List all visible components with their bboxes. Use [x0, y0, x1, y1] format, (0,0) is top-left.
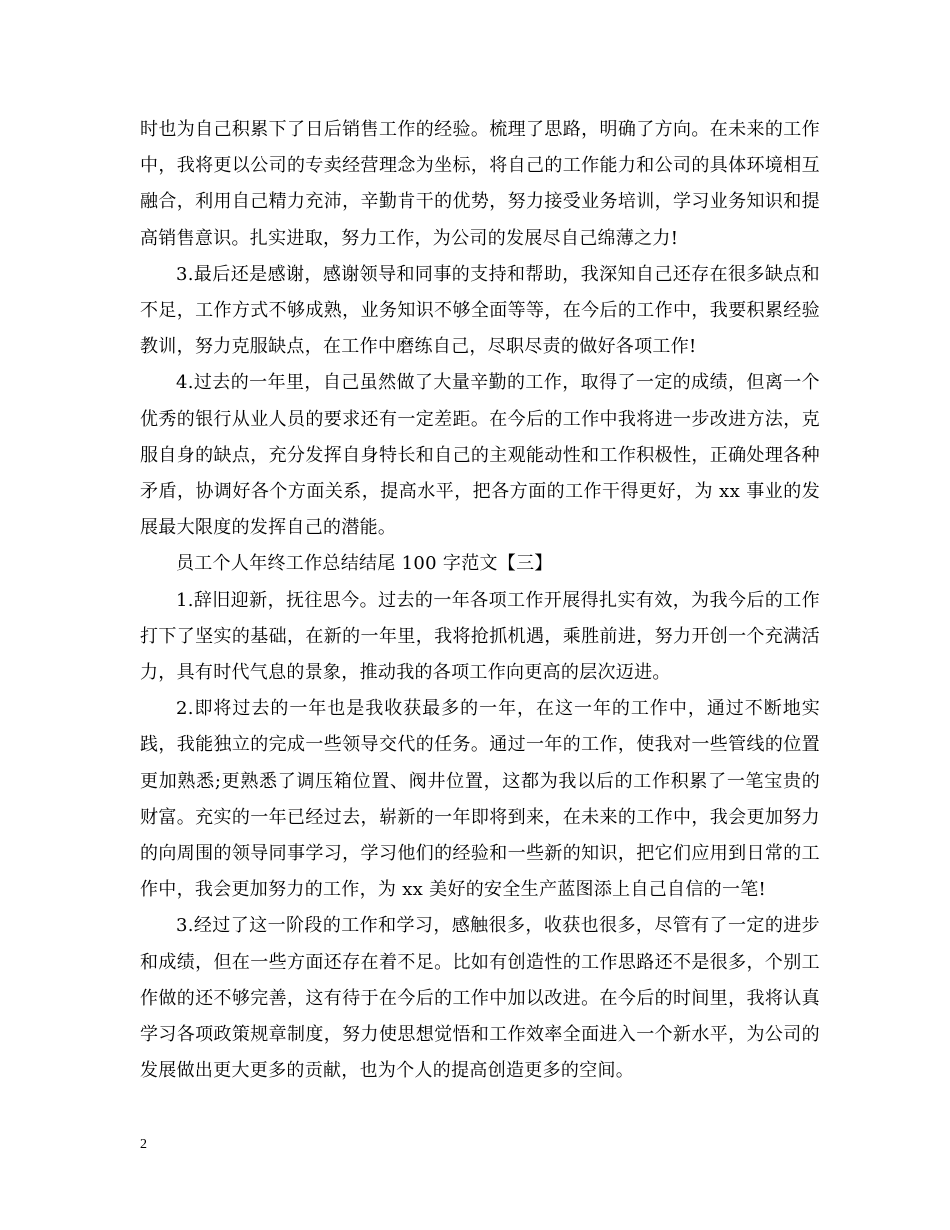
- paragraph-item-3b: 3.经过了这一阶段的工作和学习，感触很多，收获也很多，尽管有了一定的进步和成绩，但在一些方面还存在着不足。比如有创造性的工作思路还不是很多，个别工作做的还不够完善，这有待于在今后的工作中加以改进。在今后的时间里，我将认真学习各项政策规章制度，努力使思想觉悟和工作效率全面进入一个新水平，为公司的发展做出更大更多的贡献，也为个人的提高创造更多的空间。: [140, 915, 820, 1082]
- paragraph-item-1: 1.辞旧迎新，抚往思今。过去的一年各项工作开展得扎实有效，为我今后的工作打下了坚实的基础，在新的一年里，我将抢抓机遇，乘胜前进，努力开创一个充满活力，具有时代气息的景象，推动我的各项工作向更高的层次迈进。: [140, 589, 820, 684]
- page-number: 2: [140, 1137, 147, 1152]
- paragraph-item-3: 3.最后还是感谢，感谢领导和同事的支持和帮助，我深知自己还存在很多缺点和不足，工作方式不够成熟，业务知识不够全面等等，在今后的工作中，我要积累经验教训，努力克服缺点，在工作中磨练自己，尽职尽责的做好各项工作!: [140, 263, 820, 358]
- paragraph-item-2: 2.即将过去的一年也是我收获最多的一年，在这一年的工作中，通过不断地实践，我能独立的完成一些领导交代的任务。通过一年的工作，使我对一些管线的位置更加熟悉;更熟悉了调压箱位置、阀井位置，这都为我以后的工作积累了一笔宝贵的财富。充实的一年已经过去，崭新的一年即将到来，在未来的工作中，我会更加努力的向周围的领导同事学习，学习他们的经验和一些新的知识，把它们应用到日常的工作中，我会更加努力的工作，为 xx 美好的安全生产蓝图添上自己自信的一笔!: [140, 698, 820, 901]
- paragraph-item-4: 4.过去的一年里，自己虽然做了大量辛勤的工作，取得了一定的成绩，但离一个优秀的银行从业人员的要求还有一定差距。在今后的工作中我将进一步改进方法，克服自身的缺点，充分发挥自身特长和自己的主观能动性和工作积极性，正确处理各种矛盾，协调好各个方面关系，提高水平，把各方面的工作干得更好，为 xx 事业的发展最大限度的发挥自己的潜能。: [140, 372, 820, 539]
- document-body: [140, 112, 820, 1089]
- paragraph-continuation: 时也为自己积累下了日后销售工作的经验。梳理了思路，明确了方向。在未来的工作中，我将更以公司的专卖经营理念为坐标，将自己的工作能力和公司的具体环境相互融合，利用自己精力充沛，辛勤肯干的优势，努力接受业务培训，学习业务知识和提高销售意识。扎实进取，努力工作，为公司的发展尽自己绵薄之力!: [140, 119, 820, 249]
- section-heading: 员工个人年终工作总结结尾 100 字范文【三】: [176, 553, 553, 575]
